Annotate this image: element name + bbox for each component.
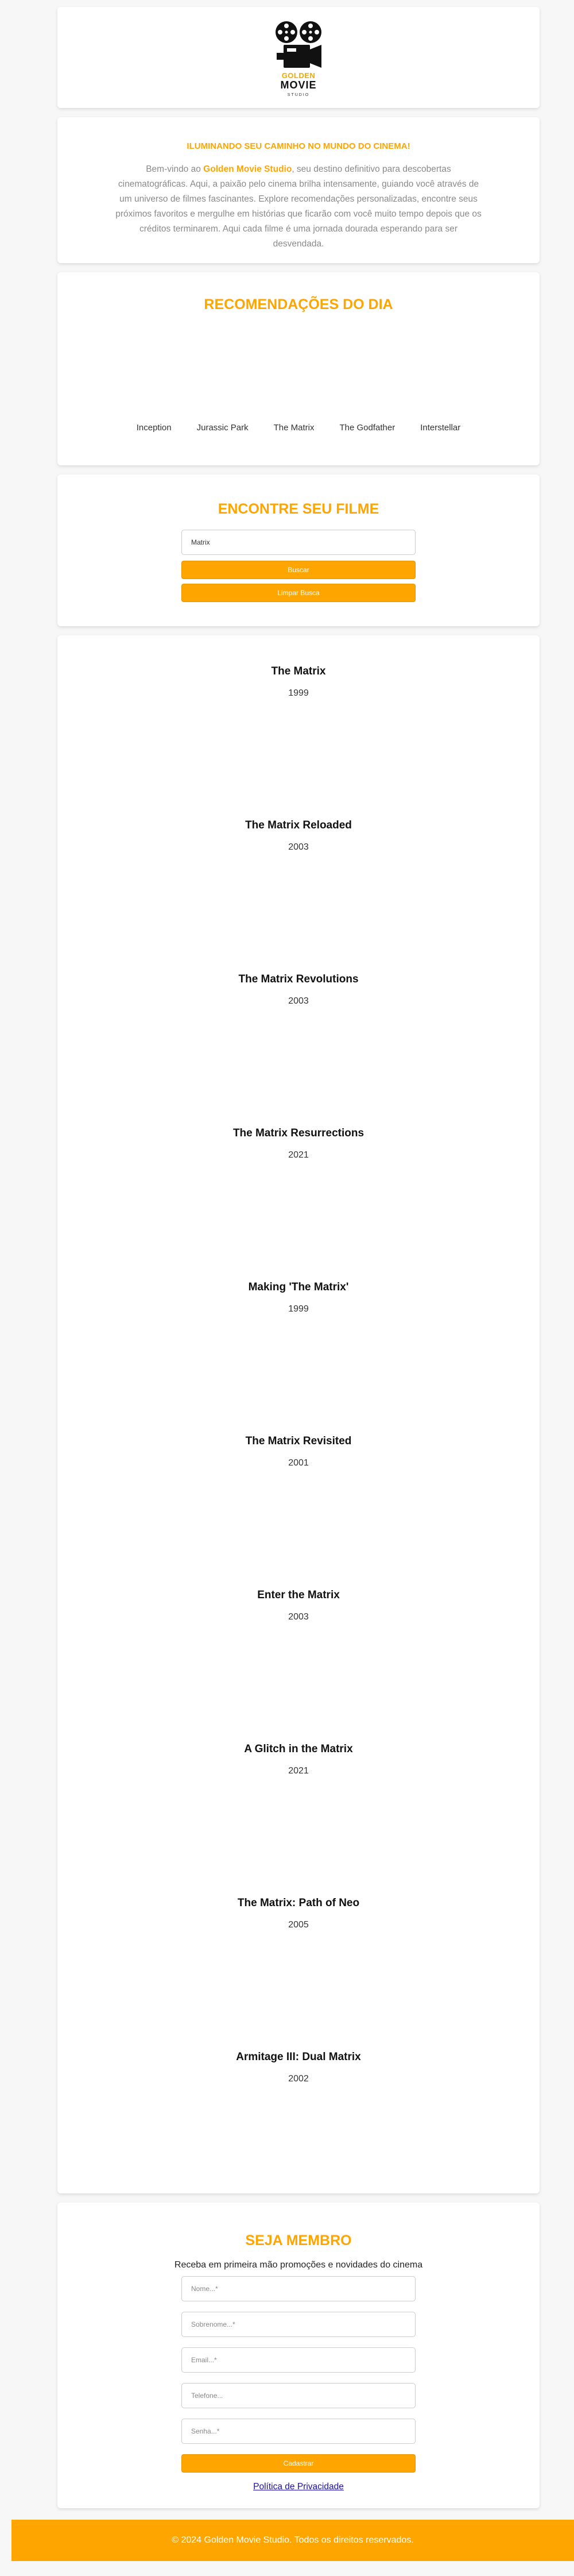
movie-year: 2005 <box>288 1920 309 1930</box>
recommendations-title: RECOMENDAÇÕES DO DIA <box>204 296 393 313</box>
movie-result[interactable] <box>57 1897 540 1930</box>
movie-title: The Matrix <box>271 665 326 677</box>
movie-title: Making 'The Matrix' <box>248 1281 349 1293</box>
movie-title: Enter the Matrix <box>257 1589 340 1601</box>
intro-brand: Golden Movie Studio <box>203 164 292 174</box>
surname-field[interactable] <box>181 2312 416 2337</box>
search-card <box>57 475 540 626</box>
logo-studio-text: STUDIO <box>287 93 310 97</box>
movie-year: 2001 <box>288 1458 309 1468</box>
recommendation-item[interactable]: Inception <box>136 423 172 433</box>
clear-search-button[interactable]: Limpar Busca <box>181 584 416 602</box>
movie-result[interactable] <box>57 819 540 853</box>
intro-text-end: , seu destino definitivo para descobertas cinematográficas. Aqui, a paixão pelo cinema brilha intensamente, guiando você através de um universo de filmes fascinantes. Explore recomendações personalizadas, encontre seus próximos favoritos e mergulhe em histórias que ficarão com você muito tempo depois que os créditos terminarem. Aqui cada filme é uma jornada dourada esperando para ser desvendada. <box>115 164 482 249</box>
name-field[interactable] <box>181 2276 416 2301</box>
movie-result[interactable] <box>57 665 540 699</box>
privacy-policy-link[interactable]: Política de Privacidade <box>253 2482 344 2492</box>
phone-field[interactable] <box>181 2383 416 2408</box>
recommendation-item[interactable]: The Matrix <box>273 423 315 433</box>
movie-result[interactable] <box>57 1743 540 1776</box>
movie-result[interactable] <box>57 1281 540 1314</box>
footer <box>11 2520 574 2561</box>
recommendations-card <box>57 272 540 465</box>
intro-text <box>115 162 482 252</box>
movie-result[interactable] <box>57 1435 540 1468</box>
movie-year: 2021 <box>288 1766 309 1776</box>
movie-result[interactable] <box>57 1127 540 1160</box>
recommendations-list <box>57 423 540 433</box>
movie-year: 2003 <box>288 842 309 852</box>
movie-title: The Matrix Resurrections <box>232 1127 364 1139</box>
movie-result[interactable] <box>57 973 540 1007</box>
studio-logo[interactable] <box>270 20 327 106</box>
movie-year: 2021 <box>288 1150 309 1160</box>
movie-year: 2002 <box>288 2074 309 2084</box>
footer-text: © 2024 Golden Movie Studio. Todos os direitos reservados. <box>172 2535 414 2545</box>
membership-subtitle: Receba em primeira mão promoções e novidades do cinema <box>174 2260 423 2270</box>
intro-title: ILUMINANDO SEU CAMINHO NO MUNDO DO CINEMA! <box>187 141 410 151</box>
intro-card <box>57 117 540 263</box>
membership-card <box>57 2203 540 2508</box>
movie-title: The Matrix Revolutions <box>238 973 359 985</box>
film-projector-icon <box>270 20 327 72</box>
membership-title: SEJA MEMBRO <box>245 2232 352 2249</box>
search-title: ENCONTRE SEU FILME <box>218 501 379 517</box>
intro-text-start: Bem-vindo ao <box>146 164 204 174</box>
movie-year: 2003 <box>288 996 309 1006</box>
logo-movie-text: MOVIE <box>280 79 317 91</box>
movie-title: A Glitch in the Matrix <box>244 1743 353 1755</box>
password-field[interactable] <box>181 2419 416 2444</box>
recommendation-item[interactable]: The Godfather <box>339 423 395 433</box>
register-button[interactable]: Cadastrar <box>181 2454 416 2473</box>
recommendation-item[interactable]: Interstellar <box>420 423 461 433</box>
movie-title: The Matrix Reloaded <box>245 819 352 831</box>
movie-title: Armitage III: Dual Matrix <box>236 2051 361 2063</box>
recommendation-item[interactable]: Jurassic Park <box>196 423 249 433</box>
movie-year: 2003 <box>288 1612 309 1622</box>
movie-title: The Matrix: Path of Neo <box>237 1897 360 1909</box>
header-card <box>57 7 540 108</box>
movie-result[interactable] <box>57 1589 540 1622</box>
email-field[interactable] <box>181 2347 416 2373</box>
movie-year: 1999 <box>288 688 309 698</box>
logo-golden-text: GOLDEN <box>281 71 316 80</box>
movie-result[interactable] <box>57 2051 540 2084</box>
search-button[interactable]: Buscar <box>181 561 416 579</box>
movie-title: The Matrix Revisited <box>245 1435 352 1447</box>
search-results-card <box>57 635 540 2193</box>
movie-year: 1999 <box>288 1304 309 1314</box>
search-input[interactable] <box>181 530 416 555</box>
